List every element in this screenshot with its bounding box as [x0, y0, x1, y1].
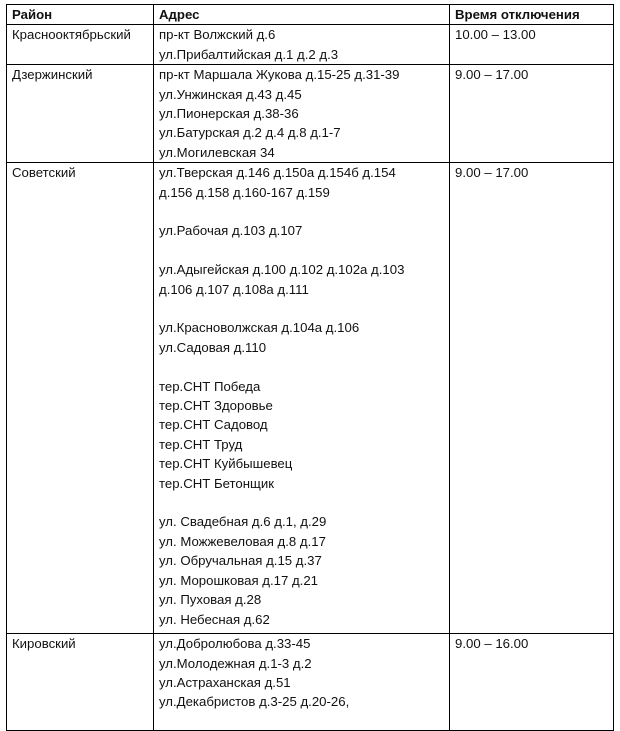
table-row — [7, 634, 614, 731]
address-line: ул.Рабочая д.103 д.107 — [159, 223, 303, 239]
address-group — [159, 163, 445, 202]
table-row — [7, 25, 614, 65]
address-line: ул.Могилевская 34 — [159, 144, 275, 160]
header-district: Район — [7, 5, 154, 25]
address-line: тер.СНТ Труд — [159, 436, 243, 452]
address-line: ул.Адыгейская д.100 д.102 д.102а д.103 — [159, 262, 405, 278]
address-cell — [154, 163, 450, 634]
address-group-gap — [159, 493, 445, 512]
address-line: ул.Садовая д.110 — [159, 339, 267, 355]
address-line: ул.Красноволжская д.104а д.106 — [159, 320, 360, 336]
time-cell: 10.00 – 13.00 — [450, 25, 614, 65]
district-cell: Кировский — [7, 634, 154, 731]
address-line: тер.СНТ Здоровье — [159, 398, 273, 414]
header-address: Адрес — [154, 5, 450, 25]
address-line: ул. Морошковая д.17 д.21 — [159, 572, 319, 588]
address-line: ул.Прибалтийская д.1 д.2 д.3 — [159, 46, 339, 62]
district-cell: Краснооктябрьский — [7, 25, 154, 65]
address-line: ул.Молодежная д.1-3 д.2 — [159, 655, 312, 671]
table-row — [7, 65, 614, 163]
address-line: д.156 д.158 д.160-167 д.159 — [159, 184, 330, 200]
address-cell — [154, 634, 450, 731]
address-group — [159, 65, 445, 162]
address-line: ул. Обручальная д.15 д.37 — [159, 553, 322, 569]
address-group — [159, 318, 445, 357]
address-cell — [154, 25, 450, 65]
address-group — [159, 221, 445, 240]
address-line: ул.Пионерская д.38-36 — [159, 106, 299, 122]
address-line: ул. Можжевеловая д.8 д.17 — [159, 533, 326, 549]
address-line: тер.СНТ Куйбышевец — [159, 456, 293, 472]
table-row — [7, 163, 614, 634]
address-line: тер.СНТ Садовод — [159, 417, 268, 433]
address-line: ул.Батурская д.2 д.4 д.8 д.1-7 — [159, 125, 341, 141]
address-group — [159, 377, 445, 493]
table-header-row — [7, 5, 614, 25]
address-line: ул.Декабристов д.3-25 д.20-26, — [159, 694, 350, 710]
address-line: ул. Пуховая д.28 — [159, 592, 262, 608]
address-group-gap — [159, 357, 445, 376]
address-line: ул.Унжинская д.43 д.45 — [159, 86, 302, 102]
address-cell — [154, 65, 450, 163]
address-line: ул.Тверская д.146 д.150а д.154б д.154 — [159, 165, 396, 181]
address-group-gap — [159, 202, 445, 221]
address-group — [159, 25, 445, 64]
address-line: тер.СНТ Победа — [159, 378, 261, 394]
address-line: ул.Астраханская д.51 — [159, 675, 291, 691]
address-line: пр-кт Маршала Жукова д.15-25 д.31-39 — [159, 67, 400, 83]
district-cell: Дзержинский — [7, 65, 154, 163]
time-cell: 9.00 – 17.00 — [450, 163, 614, 634]
district-cell: Советский — [7, 163, 154, 634]
address-group-gap — [159, 299, 445, 318]
address-line: ул. Свадебная д.6 д.1, д.29 — [159, 514, 327, 530]
document-page — [6, 4, 614, 731]
time-cell: 9.00 – 17.00 — [450, 65, 614, 163]
address-line: д.106 д.107 д.108а д.111 — [159, 281, 309, 297]
address-group — [159, 512, 445, 628]
header-time: Время отключения — [450, 5, 614, 25]
address-line: ул. Небесная д.62 — [159, 611, 270, 627]
time-cell: 9.00 – 16.00 — [450, 634, 614, 731]
address-group — [159, 260, 445, 299]
address-line: тер.СНТ Бетонщик — [159, 475, 275, 491]
address-line: пр-кт Волжский д.6 — [159, 27, 276, 43]
address-group-gap — [159, 241, 445, 260]
address-line: ул.Добролюбова д.33-45 — [159, 636, 311, 652]
outage-table — [6, 4, 614, 731]
address-group — [159, 634, 445, 712]
